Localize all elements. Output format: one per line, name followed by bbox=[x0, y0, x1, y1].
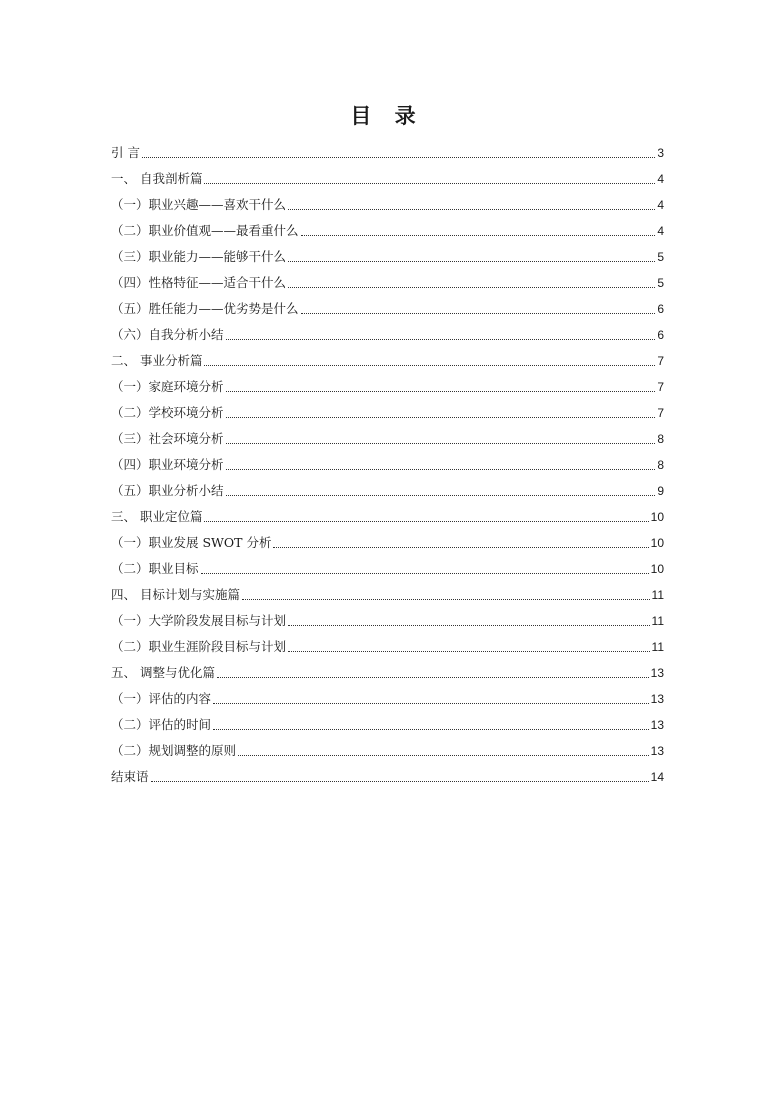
toc-entry-title: （六）自我分析小结 bbox=[111, 327, 224, 342]
toc-entry-page: 7 bbox=[657, 354, 664, 368]
toc-entry[interactable] bbox=[111, 218, 664, 244]
toc-entry-title: 三、 职业定位篇 bbox=[111, 509, 203, 524]
toc-entry-title: （二）学校环境分析 bbox=[111, 405, 224, 420]
toc-leader-dots bbox=[213, 729, 649, 730]
toc-entry[interactable] bbox=[111, 192, 664, 218]
toc-entry-title: （一）职业发展 SWOT 分析 bbox=[111, 535, 272, 550]
toc-leader-dots bbox=[288, 209, 655, 210]
toc-entry-title: （四）性格特征——适合干什么 bbox=[111, 275, 287, 290]
toc-leader-dots bbox=[301, 235, 656, 236]
toc-entry[interactable] bbox=[111, 322, 664, 348]
toc-entry[interactable] bbox=[111, 374, 664, 400]
toc-entry-page: 3 bbox=[657, 146, 664, 160]
toc-entry-title: 引 言 bbox=[111, 145, 140, 160]
toc-entry-title: （五）胜任能力——优劣势是什么 bbox=[111, 301, 299, 316]
toc-entry-page: 13 bbox=[650, 666, 664, 680]
toc-leader-dots bbox=[204, 183, 655, 184]
toc-entry-title: （二）职业生涯阶段目标与计划 bbox=[111, 639, 287, 654]
toc-leader-dots bbox=[288, 651, 650, 652]
toc-entry-page: 5 bbox=[657, 276, 664, 290]
toc-leader-dots bbox=[204, 521, 648, 522]
toc-entry-page: 13 bbox=[650, 744, 664, 758]
toc-entry[interactable] bbox=[111, 270, 664, 296]
toc-entry-title: （二）规划调整的原则 bbox=[111, 743, 237, 758]
toc-entry-page: 8 bbox=[657, 458, 664, 472]
toc-entry-title: 一、 自我剖析篇 bbox=[111, 171, 203, 186]
toc-leader-dots bbox=[242, 599, 650, 600]
toc-leader-dots bbox=[301, 313, 656, 314]
toc-entry-page: 8 bbox=[657, 432, 664, 446]
page-title: 目 录 bbox=[350, 103, 424, 128]
toc-entry-title: （二）职业目标 bbox=[111, 561, 199, 576]
toc-entry-page: 6 bbox=[657, 328, 664, 342]
toc-entry-page: 14 bbox=[650, 770, 664, 784]
toc-leader-dots bbox=[273, 547, 648, 548]
toc-entry-title: （二）评估的时间 bbox=[111, 717, 212, 732]
toc-entry[interactable] bbox=[111, 738, 664, 764]
toc-entry-page: 7 bbox=[657, 406, 664, 420]
toc-entry[interactable] bbox=[111, 608, 664, 634]
toc-leader-dots bbox=[288, 625, 650, 626]
toc-entry-title: （一）家庭环境分析 bbox=[111, 379, 224, 394]
toc-leader-dots bbox=[226, 495, 656, 496]
toc-entry-title: （四）职业环境分析 bbox=[111, 457, 224, 472]
toc-entry-title: （三）社会环境分析 bbox=[111, 431, 224, 446]
toc-entry[interactable] bbox=[111, 504, 664, 530]
toc-entry-page: 13 bbox=[650, 692, 664, 706]
toc-entry-title: 四、 目标计划与实施篇 bbox=[111, 587, 240, 602]
toc-entry-title: （三）职业能力——能够干什么 bbox=[111, 249, 287, 264]
toc-entry-page: 11 bbox=[651, 640, 664, 654]
toc-entry[interactable] bbox=[111, 140, 664, 166]
toc-entry[interactable] bbox=[111, 478, 664, 504]
toc-leader-dots bbox=[217, 677, 649, 678]
toc-entry-page: 5 bbox=[657, 250, 664, 264]
toc-leader-dots bbox=[201, 573, 649, 574]
toc-leader-dots bbox=[226, 339, 656, 340]
toc-entry-title: 结束语 bbox=[111, 769, 149, 784]
toc-entry[interactable] bbox=[111, 764, 664, 790]
toc-entry[interactable] bbox=[111, 400, 664, 426]
toc-entry[interactable] bbox=[111, 348, 664, 374]
toc-entry-page: 13 bbox=[650, 718, 664, 732]
toc-entry[interactable] bbox=[111, 686, 664, 712]
toc-entry[interactable] bbox=[111, 244, 664, 270]
toc-leader-dots bbox=[226, 443, 656, 444]
toc-leader-dots bbox=[204, 365, 655, 366]
toc-entry-title: （二）职业价值观——最看重什么 bbox=[111, 223, 299, 238]
toc-entry-page: 10 bbox=[650, 562, 664, 576]
toc-entry-page: 4 bbox=[657, 172, 664, 186]
toc-entry-page: 11 bbox=[651, 588, 664, 602]
toc-entry-title: （一）大学阶段发展目标与计划 bbox=[111, 613, 287, 628]
toc-entry-page: 10 bbox=[650, 510, 664, 524]
toc-leader-dots bbox=[226, 469, 656, 470]
toc-entry[interactable] bbox=[111, 582, 664, 608]
table-of-contents bbox=[111, 140, 664, 790]
toc-leader-dots bbox=[151, 781, 649, 782]
toc-entry-title: （一）职业兴趣——喜欢干什么 bbox=[111, 197, 287, 212]
toc-entry-page: 4 bbox=[657, 198, 664, 212]
toc-leader-dots bbox=[288, 287, 655, 288]
toc-entry-page: 11 bbox=[651, 614, 664, 628]
toc-entry-page: 9 bbox=[657, 484, 664, 498]
toc-entry[interactable] bbox=[111, 634, 664, 660]
toc-entry-title: 二、 事业分析篇 bbox=[111, 353, 203, 368]
toc-entry-page: 7 bbox=[657, 380, 664, 394]
toc-leader-dots bbox=[288, 261, 655, 262]
toc-leader-dots bbox=[226, 391, 656, 392]
toc-entry[interactable] bbox=[111, 452, 664, 478]
toc-entry[interactable] bbox=[111, 712, 664, 738]
toc-entry[interactable] bbox=[111, 660, 664, 686]
toc-entry[interactable] bbox=[111, 426, 664, 452]
toc-leader-dots bbox=[213, 703, 649, 704]
toc-entry[interactable] bbox=[111, 296, 664, 322]
toc-entry-page: 10 bbox=[650, 536, 664, 550]
toc-entry-page: 4 bbox=[657, 224, 664, 238]
toc-leader-dots bbox=[238, 755, 649, 756]
toc-entry[interactable] bbox=[111, 530, 664, 556]
toc-leader-dots bbox=[142, 157, 655, 158]
toc-entry-page: 6 bbox=[657, 302, 664, 316]
toc-entry[interactable] bbox=[111, 166, 664, 192]
toc-entry-title: （一）评估的内容 bbox=[111, 691, 212, 706]
toc-entry[interactable] bbox=[111, 556, 664, 582]
toc-leader-dots bbox=[226, 417, 656, 418]
toc-entry-title: （五）职业分析小结 bbox=[111, 483, 224, 498]
toc-entry-title: 五、 调整与优化篇 bbox=[111, 665, 215, 680]
